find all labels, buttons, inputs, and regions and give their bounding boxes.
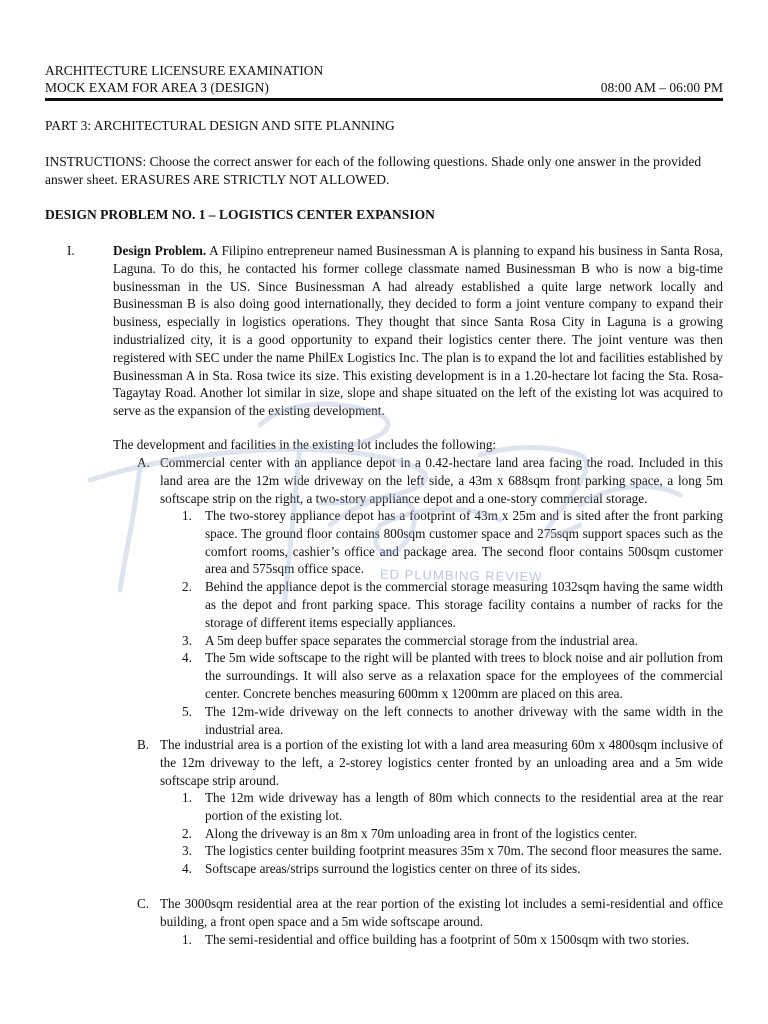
instructions: INSTRUCTIONS: Choose the correct answer for each of the following questions. Shade only one answer in the provided answer sheet. ERASURES ARE STRICTLY NOT ALLOWED. bbox=[45, 154, 702, 187]
list-number: 3. bbox=[182, 632, 192, 648]
exam-subtitle: MOCK EXAM FOR AREA 3 (DESIGN) bbox=[45, 80, 269, 95]
watermark-text: ED PLUMBING REVIEW bbox=[379, 566, 543, 585]
section-i bbox=[45, 242, 723, 420]
item-text: Commercial center with an appliance depot in a 0.42-hectare land area facing the road. Included in this land area are the 12m wide driveway on the left side, a 43m x 688sqm front parking space, a long 5m softscape strip on the right, a two-story appliance depot and a one-story commercial storage. bbox=[160, 455, 723, 506]
list-item bbox=[160, 578, 723, 631]
list-item bbox=[160, 931, 723, 949]
list-text: The 12m-wide driveway on the left connects to another driveway with the same width in the industrial area. bbox=[205, 703, 723, 737]
section-paragraph bbox=[113, 242, 723, 420]
item-a-subitems bbox=[160, 507, 723, 738]
list-item bbox=[160, 860, 723, 878]
list-number: 5. bbox=[182, 703, 192, 719]
list-item bbox=[160, 632, 723, 650]
list-number: 1. bbox=[182, 790, 192, 805]
list-number: 3. bbox=[182, 843, 192, 859]
problem-title: DESIGN PROBLEM NO. 1 – LOGISTICS CENTER EXPANSION bbox=[45, 207, 435, 222]
list-text: The semi-residential and office building has a footprint of 50m x 1500sqm with two stories. bbox=[205, 932, 690, 947]
list-item bbox=[160, 789, 723, 825]
item-label: C. bbox=[137, 896, 150, 911]
item-a bbox=[113, 454, 723, 507]
list-number: 1. bbox=[182, 932, 192, 947]
list-text: The two-storey appliance depot has a footprint of 43m x 25m and is sited after the front parking space. The ground floor contains 800sqm customer space and 275sqm support spaces such as the comfort rooms, cashier’s office and package area. The second floor contains 500sqm customer area and 575sqm office space. bbox=[205, 508, 723, 577]
list-text: The 5m wide softscape to the right will be planted with trees to block noise and air pollution from the surroundings. It will also serve as a relaxation space for the employees of the commercial center. Concrete benches measuring 600mm x 1200mm are placed on this area. bbox=[205, 650, 723, 701]
part-heading: PART 3: ARCHITECTURAL DESIGN AND SITE PLANNING bbox=[45, 118, 395, 133]
list-text: The logistics center building footprint measures 35m x 70m. The second floor measures the same. bbox=[205, 843, 722, 859]
list-text: Softscape areas/strips surround the logistics center on three of its sides. bbox=[205, 861, 581, 877]
item-b bbox=[113, 736, 723, 789]
item-c-subitems bbox=[160, 931, 723, 949]
list-item bbox=[160, 842, 723, 860]
list-number: 2. bbox=[182, 825, 192, 841]
item-c bbox=[113, 895, 723, 931]
development-intro: The development and facilities in the existing lot includes the following: bbox=[113, 437, 497, 452]
section-lead: Design Problem. bbox=[113, 243, 207, 258]
list-number: 4. bbox=[182, 861, 192, 877]
exam-time: 08:00 AM – 06:00 PM bbox=[600, 80, 723, 95]
section-number: I. bbox=[67, 243, 75, 258]
list-item bbox=[160, 825, 723, 843]
list-item bbox=[160, 703, 723, 739]
list-text: Along the driveway is an 8m x 70m unloading area in front of the logistics center. bbox=[205, 825, 638, 841]
list-text: The 12m wide driveway has a length of 80m which connects to the residential area at the rear portion of the existing lot. bbox=[205, 790, 723, 823]
list-number: 2. bbox=[182, 579, 192, 595]
header-rule bbox=[45, 98, 723, 101]
list-number: 4. bbox=[182, 650, 192, 666]
item-b-subitems bbox=[160, 789, 723, 878]
list-text: Behind the appliance depot is the commercial storage measuring 1032sqm having the same width as the depot and front parking space. This storage facility contains a number of racks for the storage of different items especially appliances. bbox=[205, 579, 723, 630]
list-item bbox=[160, 649, 723, 702]
exam-header bbox=[45, 62, 723, 96]
item-text: The industrial area is a portion of the existing lot with a land area measuring 60m x 4800sqm inclusive of the 12m driveway to the left, a 2-storey logistics center fronted by an unloading area and a 5m wide softscape strip around. bbox=[160, 737, 723, 788]
item-label: B. bbox=[137, 737, 150, 752]
exam-title: ARCHITECTURE LICENSURE EXAMINATION bbox=[45, 63, 324, 78]
item-label: A. bbox=[137, 455, 150, 470]
item-text: The 3000sqm residential area at the rear portion of the existing lot includes a semi-residential and office building, a front open space and a 5m wide softscape around. bbox=[160, 896, 723, 929]
section-text: A Filipino entrepreneur named Businessman A is planning to expand his business in Santa Rosa, Laguna. To do this, he contacted his former college classmate named Businessman B who is now a big-time businessman in the US. Since Businessman A had already established a quite large network locally and Businessman B is also doing good internationally, they decided to form a joint venture company to expand their business, especially in logistics operations. They thought that since Santa Rosa City in Laguna is a growing industrialized city, it is a good opportunity to expand their logistics center there. The joint venture was then registered with SEC under the name PhilEx Logistics Inc. The plan is to expand the lot and facilities established by Businessman A in Sta. Rosa twice its size. This existing development is in a 1.20-hectare lot facing the Sta. Rosa-Tagaytay Road. Another lot similar in size, slope and shape situated on the left of the existing lot was acquired to serve as the expansion of the existing development. bbox=[113, 243, 723, 419]
list-number: 1. bbox=[182, 508, 192, 523]
list-text: A 5m deep buffer space separates the commercial storage from the industrial area. bbox=[205, 632, 638, 648]
